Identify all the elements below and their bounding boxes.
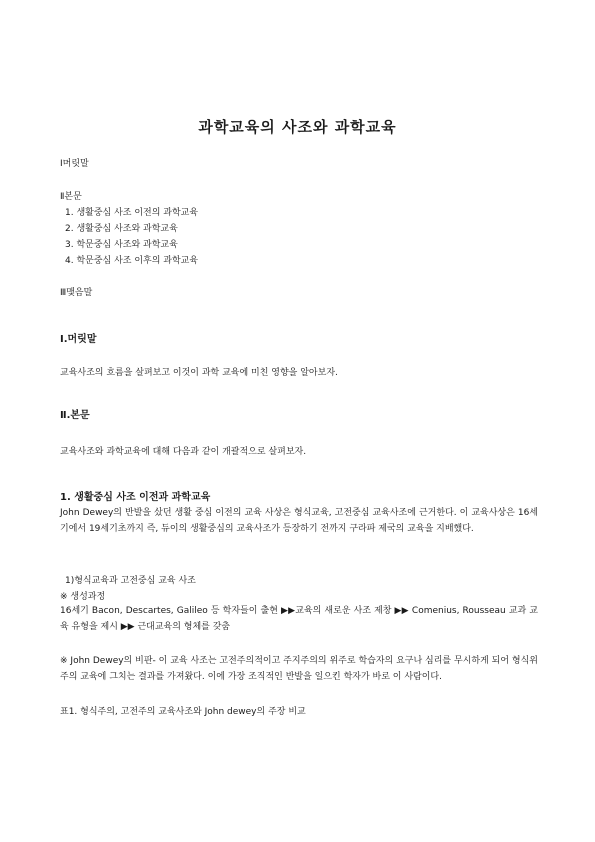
toc-conclusion: Ⅲ맺음말: [60, 288, 93, 298]
toc-item-1: 1. 생활중심 사조 이전의 과학교육: [65, 208, 199, 218]
formation-label: ※ 생성과정: [60, 592, 106, 602]
toc-intro: Ⅰ머릿말: [60, 159, 89, 169]
body-text: 교육사조와 과학교육에 대해 다음과 같이 개괄적으로 살펴보자.: [60, 447, 307, 457]
table-caption: 표1. 형식주의, 고전주의 교육사조와 John dewey의 주장 비교: [60, 707, 306, 717]
intro-text: 교육사조의 흐름을 살펴보고 이것이 과학 교육에 미친 영향을 알아보자.: [60, 368, 338, 378]
subsection-heading: 1)형식교육과 고전중심 교육 사조: [65, 576, 196, 586]
critique-text: ※ John Dewey의 비판- 이 교육 사조는 고전주의적이고 주지주의의 위주로 학습자의 요구나 심리를 무시하게 되어 형식위주의 교육에 그치는 결과를 가져왔다. 이에 가장 조직적인 반발을 일으킨 학자가 바로 이 사람이다.: [60, 656, 538, 682]
section1-paragraph: John Dewey의 반발을 샀던 생활 중심 이전의 교육 사상은 형식교육, 고전중심 교육사조에 근거한다. 이 교육사상은 16세기에서 19세기초까지 즉, 듀이의 생활중심의 교육사조가 등장하기 전까지 구라파 제국의 교육을 지배했다.: [60, 508, 538, 534]
toc-item-4: 4. 학문중심 사조 이후의 과학교육: [65, 256, 199, 266]
document-title: 과학교육의 사조와 과학교육: [198, 118, 397, 136]
body-heading: Ⅱ.본문: [60, 410, 90, 421]
toc-item-2: 2. 생활중심 사조와 과학교육: [65, 224, 178, 234]
section1-heading: 1. 생활중심 사조 이전과 과학교육: [60, 492, 211, 503]
intro-heading: Ⅰ.머릿말: [60, 334, 97, 345]
formation-text: 16세기 Bacon, Descartes, Galileo 등 학자들이 출현 ▶▶교육의 새로운 사조 제창 ▶▶ Comenius, Rousseau 교과 교육 유형을 제시 ▶▶ 근대교육의 형체를 갖춤: [60, 606, 538, 632]
toc-body: Ⅱ본문: [60, 192, 82, 202]
toc-item-3: 3. 학문중심 사조와 과학교육: [65, 240, 178, 250]
